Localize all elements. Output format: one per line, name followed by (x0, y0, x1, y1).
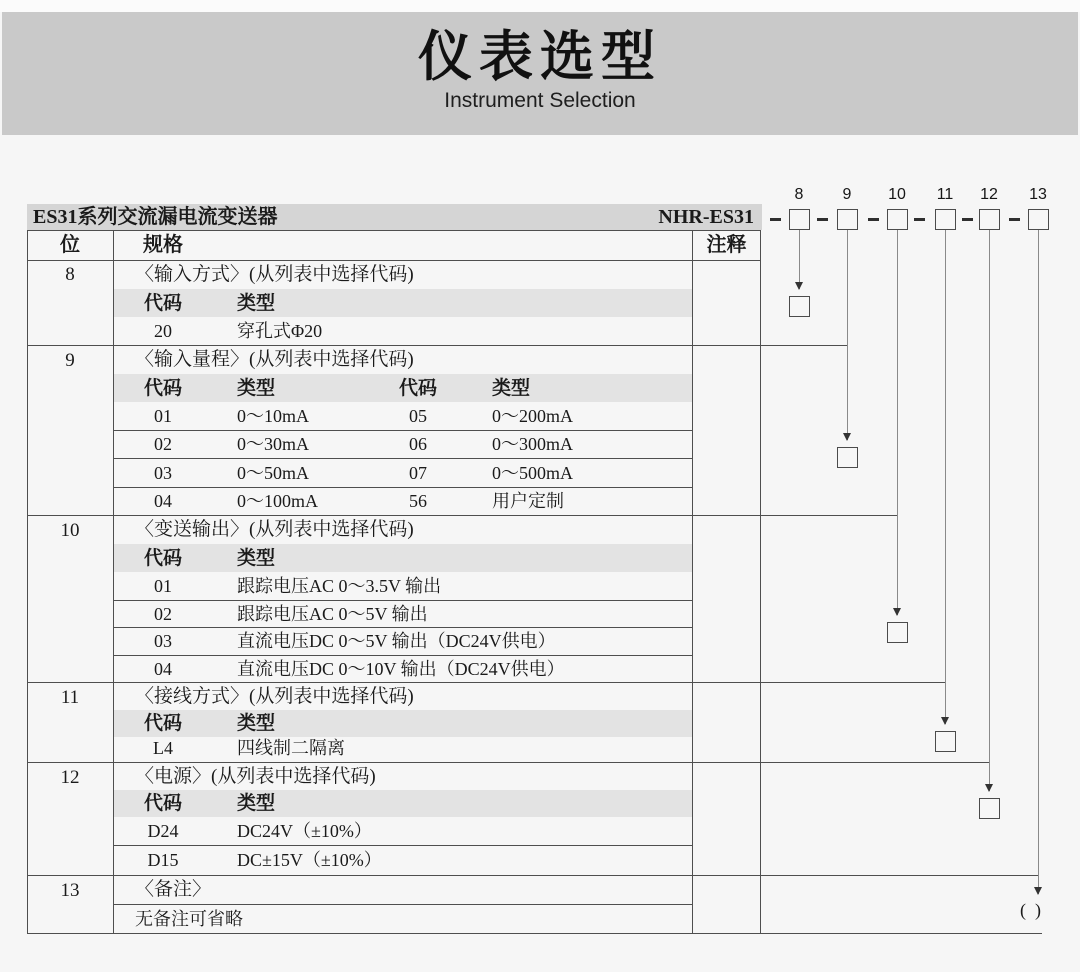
remark-parentheses: ( ) (1020, 900, 1041, 920)
section-title: 〈输入方式〉(从列表中选择代码) (135, 264, 414, 285)
type-cell: 0～200mA (492, 406, 573, 426)
digit-position-label: 12 (980, 186, 998, 203)
code-cell: 20 (154, 321, 172, 341)
column-divider-note (692, 230, 693, 933)
code-cell: 01 (154, 576, 172, 596)
type-cell: 跟踪电压AC 0～3.5V 输出 (237, 576, 442, 596)
type-cell: 0～30mA (237, 434, 309, 454)
code-cell: L4 (153, 738, 173, 758)
col-header-code: 代码 (143, 793, 182, 814)
col-header-type: 类型 (237, 713, 276, 734)
page-title: 仪表选型 (418, 27, 662, 87)
type-cell: 跟踪电压AC 0～5V 输出 (237, 604, 428, 624)
code-box (935, 209, 956, 230)
connector-line (847, 230, 848, 440)
connector-line (989, 230, 990, 791)
arrow-down-icon (843, 433, 851, 441)
type-cell: 穿孔式Φ20 (237, 321, 323, 341)
model-dash (1009, 218, 1020, 221)
code-box (887, 209, 908, 230)
connector-line (945, 230, 946, 724)
type-cell: DC24V（±10%） (237, 821, 372, 841)
col-header-type: 类型 (237, 293, 276, 314)
col-header-type: 类型 (492, 378, 531, 399)
note-cell: 无备注可省略 (135, 909, 243, 929)
digit-position-label: 13 (1029, 186, 1047, 203)
table-border-left (27, 230, 28, 933)
top-margin (0, 0, 1080, 12)
code-cell: 56 (409, 491, 427, 511)
arrow-down-icon (795, 282, 803, 290)
type-cell: 0～500mA (492, 463, 573, 483)
arrow-down-icon (985, 784, 993, 792)
code-cell: 07 (409, 463, 427, 483)
col-header-code: 代码 (143, 378, 182, 399)
section-title: 〈备注〉 (135, 879, 212, 900)
pos-number: 11 (60, 687, 80, 708)
pos-number: 8 (65, 264, 75, 285)
column-divider-pos (113, 230, 114, 933)
target-box (979, 798, 1000, 819)
code-header-band (114, 289, 692, 317)
code-cell: 03 (154, 631, 172, 651)
code-box (789, 209, 810, 230)
col-header-code: 代码 (398, 378, 437, 399)
code-cell: 05 (409, 406, 427, 426)
pos-number: 12 (60, 767, 80, 788)
row-divider (113, 845, 692, 846)
header-spec: 规格 (143, 234, 183, 256)
page-subtitle: Instrument Selection (444, 89, 636, 112)
code-box (837, 209, 858, 230)
col-header-code: 代码 (143, 293, 182, 314)
digit-position-label: 10 (888, 186, 906, 203)
page-banner (2, 12, 1078, 135)
section-title: 〈变送输出〉(从列表中选择代码) (135, 519, 414, 540)
code-box (979, 209, 1000, 230)
pos-number: 13 (60, 880, 80, 901)
type-cell: 0～10mA (237, 406, 309, 426)
pos-number: 9 (65, 350, 75, 371)
code-cell: D15 (147, 850, 179, 870)
digit-position-label: 11 (936, 186, 954, 203)
header-note: 注释 (706, 234, 747, 256)
target-box (789, 296, 810, 317)
code-cell: 06 (409, 434, 427, 454)
target-box (935, 731, 956, 752)
arrow-down-icon (1034, 887, 1042, 895)
type-cell: 四线制二隔离 (237, 738, 345, 758)
model-dash (817, 218, 828, 221)
col-header-code: 代码 (143, 548, 182, 569)
table-border-right (760, 230, 761, 933)
section-title: 〈电源〉(从列表中选择代码) (135, 766, 376, 787)
connector-line (1038, 230, 1039, 894)
digit-position-label: 8 (794, 186, 804, 203)
table-title-bar (27, 204, 762, 230)
target-box (837, 447, 858, 468)
code-cell: 02 (154, 434, 172, 454)
table-border-top (27, 230, 760, 231)
code-header-band (114, 790, 692, 817)
code-cell: 01 (154, 406, 172, 426)
arrow-down-icon (941, 717, 949, 725)
connector-line (897, 230, 898, 615)
code-box (1028, 209, 1049, 230)
col-header-code: 代码 (143, 713, 182, 734)
col-header-type: 类型 (237, 378, 276, 399)
code-cell: 03 (154, 463, 172, 483)
type-cell: 0～50mA (237, 463, 309, 483)
type-cell: 0～100mA (237, 491, 318, 511)
code-header-band (114, 544, 692, 572)
model-dash (962, 218, 973, 221)
type-cell: 用户定制 (492, 491, 564, 511)
connector-line (799, 230, 800, 289)
target-box (887, 622, 908, 643)
model-dash (770, 218, 781, 221)
code-cell: 04 (154, 491, 172, 511)
code-header-band (114, 710, 692, 737)
header-pos: 位 (60, 234, 80, 256)
pos-number: 10 (60, 520, 80, 541)
col-header-type: 类型 (237, 548, 276, 569)
section-title: 〈接线方式〉(从列表中选择代码) (135, 686, 414, 707)
model-dash (868, 218, 879, 221)
code-cell: 02 (154, 604, 172, 624)
model-dash (914, 218, 925, 221)
code-cell: 04 (154, 659, 172, 679)
code-cell: D24 (147, 821, 179, 841)
arrow-down-icon (893, 608, 901, 616)
series-title: ES31系列交流漏电流变送器 (33, 206, 278, 228)
type-cell: 直流电压DC 0～5V 输出（DC24V供电） (237, 631, 556, 651)
model-code: NHR-ES31 (658, 206, 754, 228)
digit-position-label: 9 (842, 186, 852, 203)
type-cell: 直流电压DC 0～10V 输出（DC24V供电） (237, 659, 565, 679)
section-title: 〈输入量程〉(从列表中选择代码) (135, 349, 414, 370)
type-cell: DC±15V（±10%） (237, 850, 382, 870)
type-cell: 0～300mA (492, 434, 573, 454)
col-header-type: 类型 (237, 793, 276, 814)
table-border-bottom (27, 933, 1042, 934)
